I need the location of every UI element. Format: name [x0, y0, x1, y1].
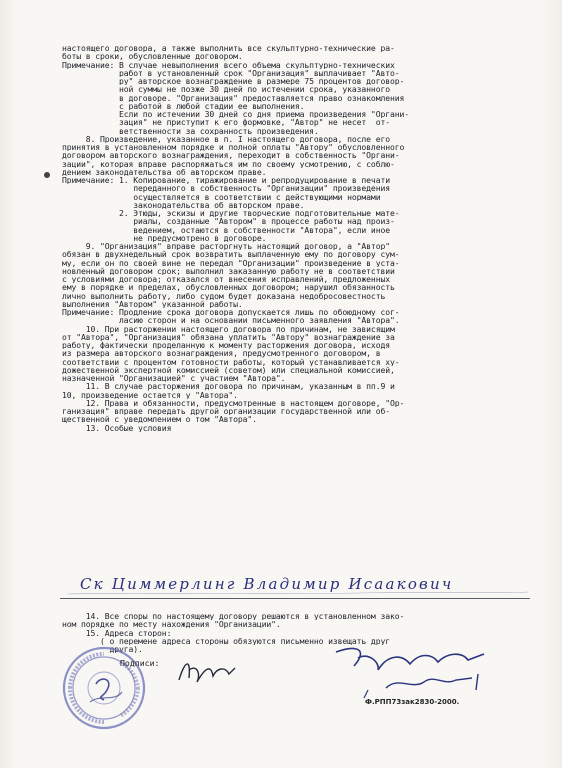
text-line: не предусмотрено в договоре. — [62, 233, 267, 242]
text-line: от "Автора", "Организация" обязана уплатить "Автору" вознаграждение за — [62, 332, 395, 341]
text-line: Если по истечении 30 дней со дня приема произведения "Органи- — [62, 110, 409, 119]
text-line: переданного в собственность "Организации" произведения — [62, 184, 390, 193]
text-line: работу, фактически проделанную к моменту расторжения договора, исходя — [62, 341, 390, 350]
handwritten-name: Ск Циммерлинг Владимир Исаакович — [80, 575, 454, 593]
text-line: из размера авторского вознаграждения, предусмотренного договором, в — [62, 349, 381, 358]
margin-mark — [44, 172, 50, 178]
text-line: му, если он по своей вине не передал "Организации" произведение в уста- — [62, 258, 400, 267]
text-line: 14. Все споры по настоящему договору решаются в установленном зако- — [62, 612, 405, 621]
text-line: дожественной экспертной комиссией (советом) или специальной комиссией, — [62, 365, 395, 374]
text-line: новленный договором срок; выполнил заказанную работу не в соответствии — [62, 266, 395, 275]
contract-body-text — [62, 44, 544, 432]
text-line: ном порядке по месту нахождения "Организации". — [62, 620, 281, 629]
special-conditions-handwritten — [60, 576, 530, 599]
text-line: ему в порядке и пределах, обусловленных договором; нарушил обязанность — [62, 283, 395, 292]
text-line: 9. "Организация" вправе расторгнуть настоящий договор, а "Автор" — [62, 242, 390, 251]
text-line: 15. Адреса сторон: — [62, 628, 172, 637]
text-line: ветственности за сохранность произведения. — [62, 126, 319, 135]
text-line: друга). — [62, 645, 143, 654]
text-line: 11. В случае расторжения договора по причинам, указанным в пп.9 и — [62, 382, 395, 391]
text-line: 13. Особые условия ___________________________________________________ — [62, 423, 419, 432]
text-line: Примечание: В случае невыполнения всего объема скульптурно-технических — [62, 60, 395, 69]
text-line: соответствии с процентом готовности работы, который устанавливается ху- — [62, 357, 400, 366]
text-line: принятия в установленном порядке и полной оплаты "Автору" обусловленного — [62, 143, 405, 152]
text-line: лично выполнить работу, либо судом будет доказана недобросовестность — [62, 291, 386, 300]
text-line: 8. Произведение, указанное в п. I настоящего договора, после его — [62, 134, 390, 143]
footer-print-code: Ф.РПП73зак2830-2000. — [365, 698, 460, 706]
text-line: риалы, созданные "Автором" в процессе работы над произ- — [62, 217, 395, 226]
text-line: ру" авторское вознаграждение в размере 75 процентов договор- — [62, 77, 405, 86]
text-line: Примечание: Продление срока договора допускается лишь по обоюдному сог- — [62, 308, 400, 317]
signatures-label: Подписи: — [120, 658, 160, 668]
text-line: обязан в двухнедельный срок возвратить выплаченную ему по договору сум- — [62, 250, 400, 259]
text-line: договором авторского вознаграждения, переходит в собственность "Органи- — [62, 151, 400, 160]
text-line: ведением, остаются в собственности "Автора", если иное — [62, 225, 390, 234]
text-line: 10. При расторжении настоящего договора по причинам, не зависящим — [62, 324, 395, 333]
text-line: настоящего договора, а также выполнить все скульптурно-технические ра- — [62, 44, 395, 53]
signature-organization-icon — [175, 650, 255, 692]
text-line: ной суммы не позже 30 дней по истечении срока, указанного — [62, 85, 390, 94]
text-line: ганизация" вправе передать другой организации государственной или об- — [62, 407, 390, 416]
text-line: 10, произведение остается у "Автора". — [62, 390, 238, 399]
text-line: с работой в любой стадии ее выполнения. — [62, 101, 305, 110]
text-line: назначенной "Организацией" с участием "Автора". — [62, 374, 286, 383]
text-line: с условиями договора; отказался от внесения исправлений, предложенных — [62, 275, 390, 284]
text-line: зация" не приступит к его формовке, "Автор" не несет от- — [62, 118, 390, 127]
text-line: работ в установленный срок "Организация" выплачивает "Авто- — [62, 68, 400, 77]
text-line: 2. Этюды, эскизы и другие творческие подготовительные мате- — [62, 209, 400, 218]
text-line: законодательства об авторском праве. — [62, 200, 305, 209]
text-line: выполнения "Автором" указанной работы. — [62, 299, 243, 308]
text-line: ласию сторон и на основании письменного заявления "Автора". — [62, 316, 400, 325]
signature-author-icon — [328, 640, 498, 700]
text-line: боты в сроки, обусловленные договором. — [62, 52, 243, 61]
text-line: 12. Права и обязанности, предусмотренные в настоящем договоре, "Ор- — [62, 398, 405, 407]
text-line: щественной с уведомлением о том "Автора". — [62, 415, 257, 424]
text-line: Примечание: 1. Копирование, тиражирование и репродуцирование в печати — [62, 176, 390, 185]
text-line: осуществляется в соответствии с действующими нормами — [62, 192, 381, 201]
text-line: ( о перемене адреса стороны обязуются письменно извещать друг — [62, 636, 390, 645]
text-line: дением законодательства об авторском праве. — [62, 167, 267, 176]
text-line: зации", которая вправе распоряжаться им по своему усмотрению, с соблю- — [62, 159, 395, 168]
text-line: в договоре. "Организация" предоставляется право ознакомления — [62, 93, 405, 102]
